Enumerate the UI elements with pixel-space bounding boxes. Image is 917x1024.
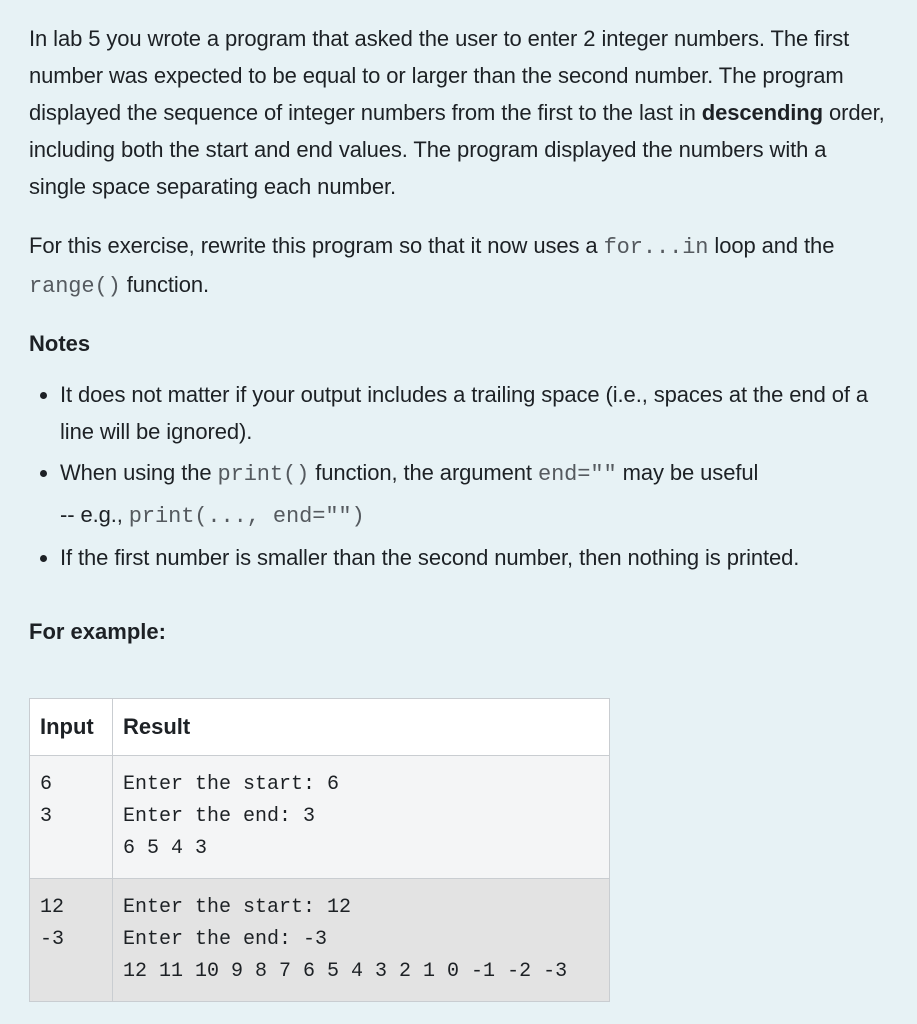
notes-list	[29, 376, 889, 576]
end-arg-code: end=""	[537, 462, 617, 487]
table-header-row	[30, 699, 610, 756]
intro-bold-text: descending	[701, 100, 823, 125]
example-heading: For example:	[29, 619, 166, 644]
result-column-header: Result	[113, 699, 610, 756]
input-column-header: Input	[30, 699, 113, 756]
note-text: may be useful	[616, 460, 759, 485]
notes-heading: Notes	[29, 331, 91, 356]
result-line: Enter the start: 6	[123, 773, 340, 796]
result-line: Enter the end: -3	[123, 928, 328, 951]
intro-text: In lab 5 you wrote a program that asked the user to enter 2 integer numbers. The first number was expected to be equal to or larger than the second number. The program displayed the sequence of integer numbers from the first to the last in	[29, 26, 850, 125]
input-line: 12	[40, 896, 65, 919]
note-text: function, the argument	[309, 460, 538, 485]
note-text: It does not matter if your output includes a trailing space (i.e., spaces at the end of a line will be ignored).	[60, 382, 869, 444]
intro-text-end: order, including both the start and end values. The program displayed the numbers with a single space separating each number.	[29, 100, 885, 199]
input-cell	[30, 756, 113, 879]
note-text: -- e.g.,	[60, 502, 129, 527]
print-example-code: print(..., end="")	[128, 504, 365, 529]
note-text: If the first number is smaller than the second number, then nothing is printed.	[60, 545, 800, 570]
table-row	[30, 879, 610, 1002]
input-line: 3	[40, 805, 53, 828]
result-cell	[113, 756, 610, 879]
table-row	[30, 756, 610, 879]
result-line: 12 11 10 9 8 7 6 5 4 3 2 1 0 -1 -2 -3	[123, 960, 568, 983]
exercise-paragraph	[29, 227, 889, 305]
exercise-text-mid: loop and the	[708, 233, 835, 258]
result-cell	[113, 879, 610, 1002]
note-text: When using the	[60, 460, 218, 485]
examples-table	[29, 698, 610, 1002]
note-item-nothing-printed	[60, 539, 889, 576]
note-example-line	[60, 496, 365, 535]
result-line: Enter the start: 12	[123, 896, 352, 919]
exercise-text: For this exercise, rewrite this program so that it now uses a	[29, 233, 604, 258]
intro-paragraph	[29, 20, 889, 205]
input-line: -3	[40, 928, 65, 951]
result-line: 6 5 4 3	[123, 837, 208, 860]
note-item-print-end	[60, 454, 889, 535]
result-line: Enter the end: 3	[123, 805, 316, 828]
input-cell	[30, 879, 113, 1002]
input-line: 6	[40, 773, 53, 796]
question-text	[29, 20, 889, 650]
note-item-trailing-space	[60, 376, 889, 450]
range-code: range()	[29, 274, 121, 299]
print-code: print()	[217, 462, 310, 487]
for-in-code: for...in	[603, 235, 709, 260]
exercise-text-end: function.	[120, 272, 209, 297]
